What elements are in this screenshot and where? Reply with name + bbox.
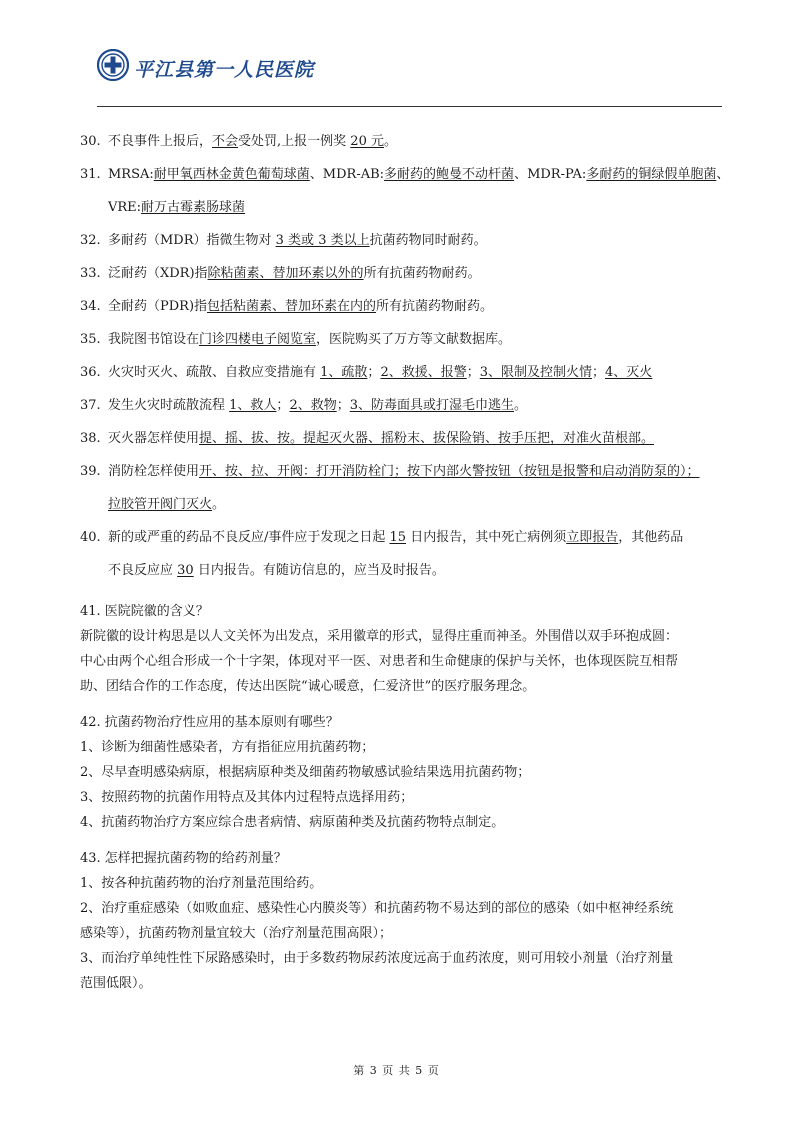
document-body: [80, 125, 730, 996]
list-item-39: 39. 消防栓怎样使用开、按、拉、开阀：打开消防栓门；按下内部火警按钮（按钮是报警和启动消防泵的）；: [80, 464, 700, 479]
list-item-39-continued: 拉胶管开阀门灭火。: [108, 497, 226, 512]
list-item-38: 38. 灭火器怎样使用提、摇、拔、按。提起灭火器、摇粉末、拔保险销、按手压把，对准火苗根部。: [80, 431, 655, 446]
page-footer: 第 3 页 共 5 页: [353, 1064, 440, 1077]
list-item-34: 34. 全耐药（PDR)指包括粘菌素、替加环素在内的所有抗菌药物耐药。: [80, 299, 494, 314]
question-heading: 41. 医院院徽的含义？: [80, 604, 209, 619]
list-item-40: 40. 新的或严重的药品不良反应/事件应于发现之日起 15 日内报告，其中死亡病例须立即报告，其他药品: [80, 530, 684, 545]
list-item-31: 31. MRSA:耐甲氧西林金黄色葡萄球菌、MDR-AB:多耐药的鲍曼不动杆菌、MDR-PA:多耐药的铜绿假单胞菌、: [80, 167, 730, 182]
list-item-30: 30. 不良事件上报后，不会受处罚,上报一例奖 20 元。: [80, 134, 397, 149]
hospital-logo-icon: [97, 49, 129, 81]
qa-43: 43. 怎样把握抗菌药物的给药剂量？ 1、按各种抗菌药物的治疗剂量范围给药。 2、治疗重症感染（如败血症、感染性心内膜炎等）和抗菌药物不易达到的部位的感染（如中枢神经系统 感染等），抗菌药物剂量宜较大（治疗剂量范围高限）； 3、而治疗单纯性性下尿路感染时，由于多数药物尿药浓度远高于血药浓度，则可用较小剂量（治疗剂量 范围低限）。: [80, 846, 725, 996]
hospital-name: 平江县第一人民医院: [134, 59, 315, 81]
list-item-40-continued: 不良反应应 30 日内报告。有随访信息的，应当及时报告。: [108, 563, 445, 578]
question-heading: 43. 怎样把握抗菌药物的给药剂量？: [80, 851, 287, 866]
qa-42: 42. 抗菌药物治疗性应用的基本原则有哪些？ 1、诊断为细菌性感染者，方有指征应用抗菌药物； 2、尽早查明感染病原，根据病原种类及细菌药物敏感试验结果选用抗菌药物； 3、按照药物的抗菌作用特点及其体内过程特点选择用药； 4、抗菌药物治疗方案应综合患者病情、病原菌种类及抗菌药物特点制定。: [80, 710, 725, 835]
page-header: [97, 49, 722, 107]
list-item-31-continued: VRE:耐万古霉素肠球菌: [108, 200, 246, 215]
qa-41: 41. 医院院徽的含义？ 新院徽的设计构思是以人文关怀为出发点，采用徽章的形式，显得庄重而神圣。外围借以双手环抱成圆： 中心由两个心组合形成一个十字架，体现对平一医、对患者和生命健康的保护与关怀，也体现医院互相帮 助、团结合作的工作态度，传达出医院“诚心暖意，仁爱济世”的医疗服务理念。: [80, 599, 725, 699]
list-item-32: 32. 多耐药（MDR）指微生物对 3 类或 3 类以上抗菌药物同时耐药。: [80, 233, 487, 248]
list-item-36: 36. 火灾时灭火、疏散、自救应变措施有 1、疏散；2、救援、报警；3、限制及控制火情；4、灭火: [80, 365, 653, 380]
list-item-35: 35. 我院图书馆设在门诊四楼电子阅览室，医院购买了万方等文献数据库。: [80, 332, 512, 347]
list-item-33: 33. 泛耐药（XDR)指除粘菌素、替加环素以外的所有抗菌药物耐药。: [80, 266, 481, 281]
question-heading: 42. 抗菌药物治疗性应用的基本原则有哪些？: [80, 715, 339, 730]
header-divider: [97, 106, 722, 107]
list-item-37: 37. 发生火灾时疏散流程 1、救人；2、救物；3、防毒面具或打湿毛巾逃生。: [80, 398, 528, 413]
